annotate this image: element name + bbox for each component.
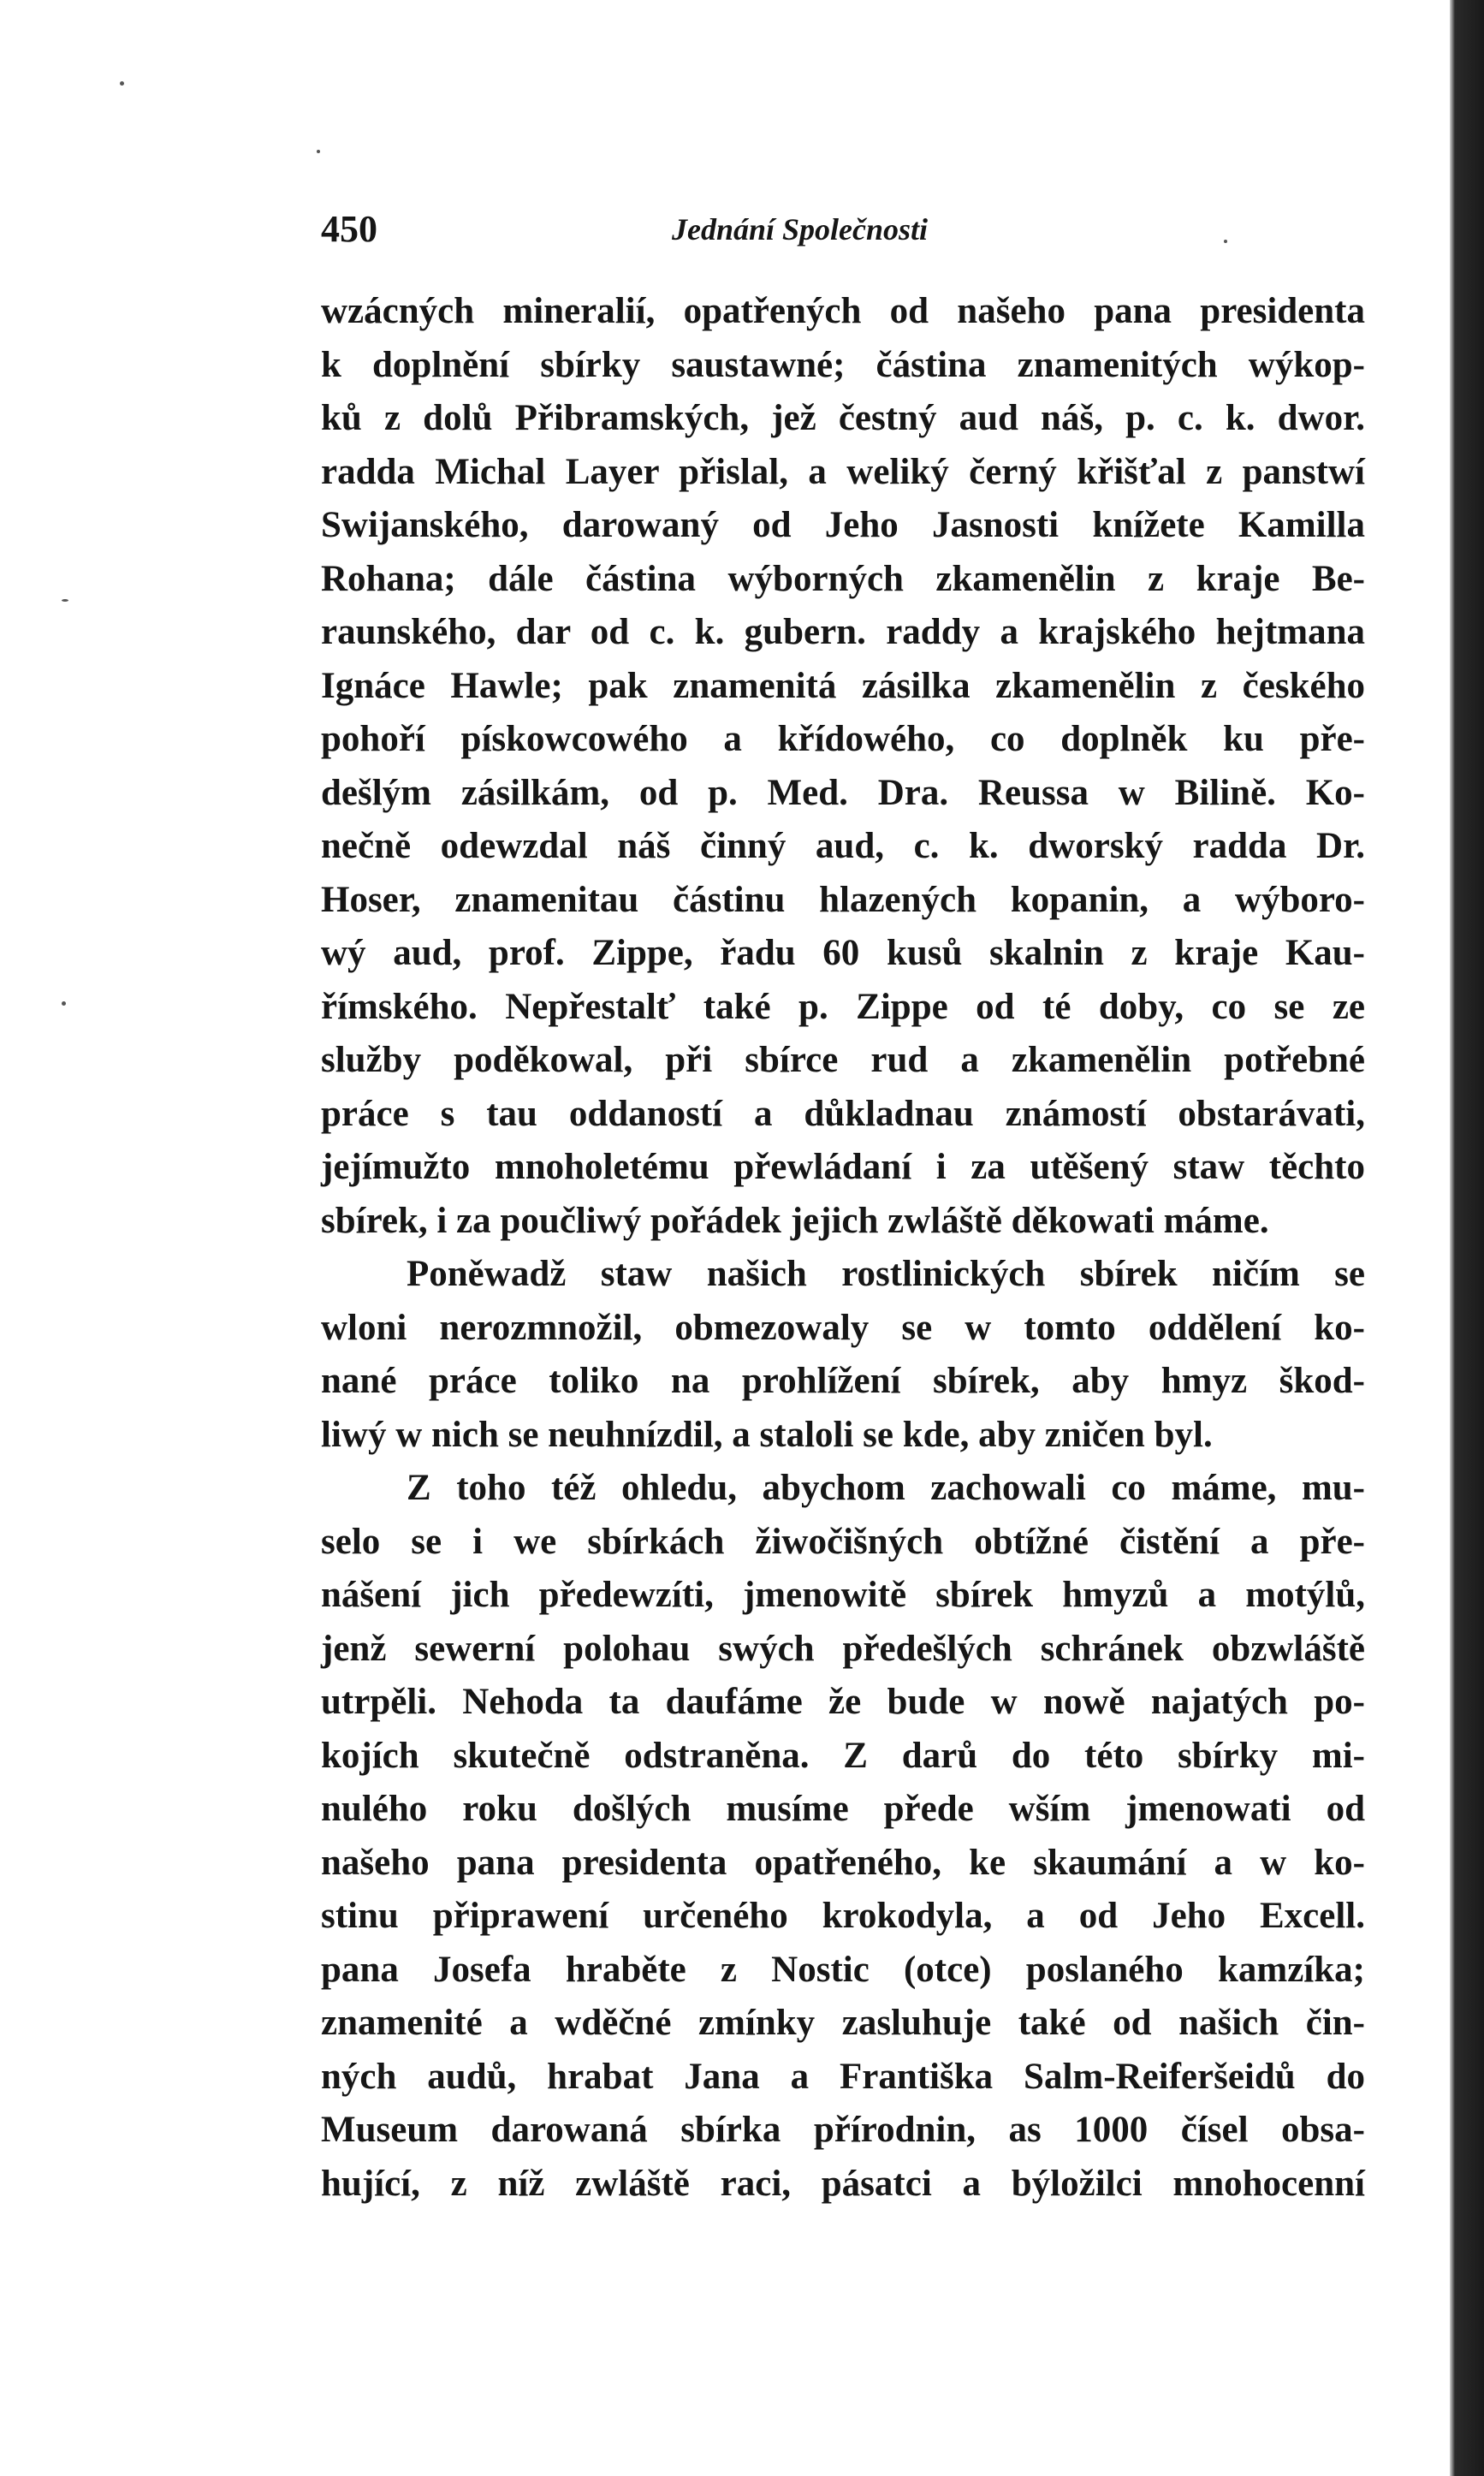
text-line: služby poděkowal, při sbírce rud a zkamenělin potřebné [321,1040,1365,1080]
text-line: k doplnění sbírky saustawné; částina znamenitých wýkop- [321,344,1365,385]
text-line: Ignáce Hawle; pak znamenitá zásilka zkamenělin z českého [321,665,1365,706]
text-line: kojích skutečně odstraněna. Z darů do této sbírky mi- [321,1735,1365,1776]
text-line: wloni nerozmnožil, obmezowaly se w tomto oddělení ko- [321,1307,1365,1348]
text-line: ků z dolů Přibramských, jež čestný aud náš, p. c. k. dwor. [321,398,1365,438]
page-header [321,204,1365,255]
text-line: Museum darowaná sbírka přírodnin, as 1000 čísel obsa- [321,2110,1365,2150]
text-line: Swijanského, darowaný od Jeho Jasnosti knížete Kamilla [321,505,1365,545]
paragraph-1 [321,285,1365,1248]
page-edge-shadow [1450,0,1484,2476]
body-text [321,285,1365,2211]
text-line: Rohana; dále částina wýborných zkamenělin z kraje Be- [321,558,1365,599]
text-line: wý aud, prof. Zippe, řadu 60 kusů skalnin z kraje Kau- [321,933,1365,973]
text-line: pohoří pískowcowého a křídowého, co doplněk ku pře- [321,719,1365,759]
text-line: ných audů, hrabat Jana a Františka Salm-Reiferšeidů do [321,2056,1365,2097]
paper-speck [317,150,320,153]
text-line: jenž sewerní polohau swých předešlých schránek obzwláště [321,1628,1365,1669]
text-line: jejímužto mnoholetému přewládaní i za utěšený staw těchto [321,1147,1365,1187]
text-line: wzácných mineralií, opatřených od našeho pana presidenta [321,291,1365,331]
text-line: římského. Nepřestalť také p. Zippe od té doby, co se ze [321,986,1365,1027]
text-line: nané práce toliko na prohlížení sbírek, aby hmyz škod- [321,1361,1365,1401]
text-line: našeho pana presidenta opatřeného, ke skaumání a w ko- [321,1842,1365,1883]
paper-speck [62,1001,66,1006]
text-line: Z toho též ohledu, abychom zachowali co máme, mu- [407,1468,1365,1508]
text-line: Hoser, znamenitau částinu hlazených kopanin, a wýboro- [321,879,1365,920]
page-number: 450 [321,208,377,250]
text-line: raunského, dar od c. k. gubern. raddy a krajského hejtmana [321,612,1365,652]
paragraph-3 [321,1462,1365,2211]
text-line: radda Michal Layer přislal, a weliký černý křišťal z panstwí [321,451,1365,492]
paper-speck [120,81,124,86]
text-line: nulého roku došlých musíme přede wším jmenowati od [321,1789,1365,1829]
text-line: Poněwadž staw našich rostlinických sbírek ničím se [407,1254,1365,1294]
running-title: Jednání Společnosti [672,212,929,246]
text-line: liwý w nich se neuhnízdil, a staloli se kde, aby zničen byl. [321,1414,1213,1455]
paragraph-2 [321,1248,1365,1462]
text-line: znamenité a wděčné zmínky zasluhuje také od našich čin- [321,2003,1365,2043]
text-line: nášení jich předewzíti, jmenowitě sbírek hmyzů a motýlů, [321,1575,1365,1615]
text-line: dešlým zásilkám, od p. Med. Dra. Reussa w Bilině. Ko- [321,772,1365,813]
text-line: hující, z níž zwláště raci, pásatci a býložilci mnohocenní [321,2163,1365,2204]
text-line: selo se i we sbírkách žiwočišných obtížné čistění a pře- [321,1521,1365,1562]
text-line: utrpěli. Nehoda ta daufáme že bude w nowě najatých po- [321,1682,1365,1722]
text-line: pana Josefa hraběte z Nostic (otce) poslaného kamzíka; [321,1949,1365,1990]
text-line: práce s tau oddaností a důkladnau známostí obstarávati, [321,1093,1365,1134]
paper-speck [62,599,68,602]
text-line: sbírek, i za poučliwý pořádek jejich zwláště děkowati máme. [321,1200,1269,1241]
text-line: nečně odewzdal náš činný aud, c. k. dworský radda Dr. [321,826,1365,866]
text-line: stinu připrawení určeného krokodyla, a od Jeho Excell. [321,1896,1365,1936]
